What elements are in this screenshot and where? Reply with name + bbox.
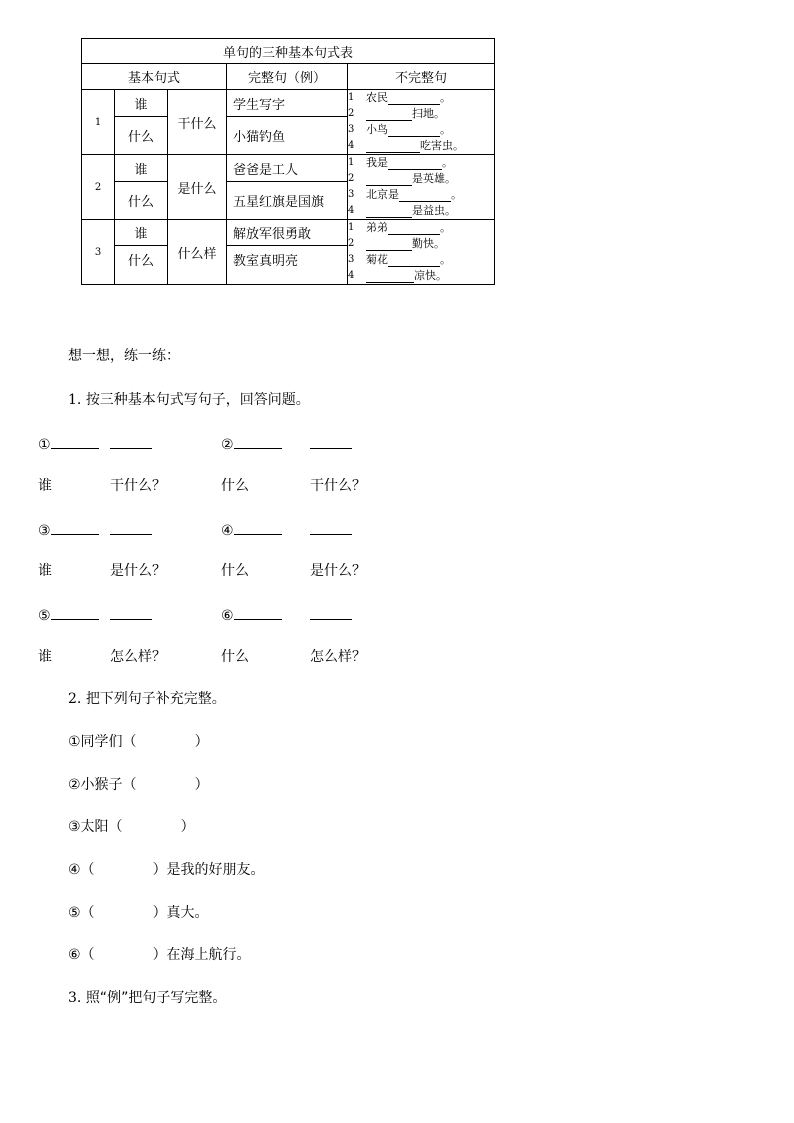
- answer-blank-group: [310, 434, 352, 454]
- pattern-label: 怎么样？: [310, 649, 366, 665]
- subject-who: 谁: [115, 90, 168, 117]
- fill-blank[interactable]: [366, 270, 414, 283]
- example-sentence: 学生写字: [227, 90, 348, 117]
- row-number: 3: [82, 220, 115, 285]
- header-basic-pattern: 基本句式: [82, 64, 227, 90]
- incomplete-item: 1 我是 。: [348, 156, 453, 169]
- fill-blank[interactable]: [366, 238, 412, 251]
- pattern-label: 什么: [221, 649, 249, 665]
- subject-what: 什么: [115, 182, 168, 220]
- incomplete-item: 1 弟弟 。: [348, 221, 451, 234]
- pattern-label: 是什么？: [110, 563, 166, 579]
- pattern-label: 干什么？: [110, 478, 166, 494]
- pattern-label: 谁: [38, 649, 52, 665]
- answer-blank[interactable]: [51, 520, 99, 535]
- example-sentence: 爸爸是工人: [227, 155, 348, 182]
- incomplete-sentences: [348, 220, 495, 285]
- fill-blank[interactable]: [388, 157, 442, 170]
- example-sentence: 小猫钓鱼: [227, 117, 348, 155]
- pattern-label: 什么: [221, 563, 249, 579]
- example-sentence: 五星红旗是国旗: [227, 182, 348, 220]
- predicate-type: 是什么: [168, 155, 227, 220]
- incomplete-item: 2 是英雄。: [348, 172, 456, 185]
- answer-blank-group: [110, 434, 152, 454]
- question-1: 1. 按三种基本句式写句子，回答问题。: [68, 392, 310, 408]
- question-3: 3. 照“例”把句子写完整。: [68, 990, 227, 1006]
- answer-blank[interactable]: [310, 605, 352, 620]
- answer-blank-group: [110, 605, 152, 625]
- row-number: 2: [82, 155, 115, 220]
- row-number: 1: [82, 90, 115, 155]
- complete-sentence-item: ⑤（ ）真大。: [68, 905, 209, 921]
- answer-blank-group: [310, 520, 352, 540]
- answer-blank-group: [310, 605, 352, 625]
- pattern-label: 谁: [38, 563, 52, 579]
- table-title: 单句的三种基本句式表: [82, 39, 495, 64]
- fill-blank[interactable]: [399, 189, 451, 202]
- practice-heading: 想一想，练一练：: [68, 348, 180, 364]
- pattern-label: 谁: [38, 478, 52, 494]
- answer-blank[interactable]: [310, 520, 352, 535]
- answer-blank[interactable]: [234, 434, 282, 449]
- subject-what: 什么: [115, 117, 168, 155]
- answer-blank[interactable]: [234, 520, 282, 535]
- pattern-label: 干什么？: [310, 478, 366, 494]
- incomplete-item: 3 菊花 。: [348, 253, 451, 266]
- incomplete-item: 1 农民 。: [348, 91, 451, 104]
- header-complete-sentence: 完整句（例）: [227, 64, 348, 90]
- answer-blank[interactable]: [51, 605, 99, 620]
- subject-who: 谁: [115, 155, 168, 182]
- example-sentence: 解放军很勇敢: [227, 220, 348, 246]
- predicate-type: 干什么: [168, 90, 227, 155]
- answer-blank-group: ⑥: [221, 605, 282, 625]
- fill-blank[interactable]: [366, 205, 412, 218]
- complete-sentence-item: ④（ ）是我的好朋友。: [68, 862, 265, 878]
- question-2: 2. 把下列句子补充完整。: [68, 691, 226, 707]
- incomplete-sentences: [348, 90, 495, 155]
- answer-blank-group: ④: [221, 520, 282, 540]
- complete-sentence-item: ②小猴子（ ）: [68, 777, 209, 793]
- answer-blank-group: ⑤: [38, 605, 99, 625]
- fill-blank[interactable]: [388, 92, 440, 105]
- answer-blank-group: ②: [221, 434, 282, 454]
- answer-blank[interactable]: [234, 605, 282, 620]
- example-sentence: 教室真明亮: [227, 245, 348, 284]
- fill-blank[interactable]: [366, 108, 412, 121]
- answer-blank[interactable]: [51, 434, 99, 449]
- answer-blank-group: ①: [38, 434, 99, 454]
- fill-blank[interactable]: [388, 222, 440, 235]
- subject-what: 什么: [115, 245, 168, 284]
- complete-sentence-item: ①同学们（ ）: [68, 734, 209, 750]
- incomplete-item: 4 凉快。: [348, 269, 447, 282]
- fill-blank[interactable]: [388, 254, 440, 267]
- incomplete-item: 4 吃害虫。: [348, 139, 464, 152]
- sentence-pattern-table: [81, 38, 495, 285]
- incomplete-sentences: [348, 155, 495, 220]
- header-incomplete-sentence: 不完整句: [348, 64, 495, 90]
- answer-blank-group: [110, 520, 152, 540]
- predicate-type: 什么样: [168, 220, 227, 285]
- fill-blank[interactable]: [366, 173, 412, 186]
- answer-blank[interactable]: [110, 434, 152, 449]
- complete-sentence-item: ③太阳（ ）: [68, 819, 195, 835]
- incomplete-item: 2 扫地。: [348, 107, 445, 120]
- incomplete-item: 2 勤快。: [348, 237, 445, 250]
- fill-blank[interactable]: [388, 124, 440, 137]
- pattern-label: 怎么样？: [110, 649, 166, 665]
- fill-blank[interactable]: [366, 140, 420, 153]
- incomplete-item: 3 小鸟 。: [348, 123, 451, 136]
- pattern-label: 什么: [221, 478, 249, 494]
- incomplete-item: 3 北京是 。: [348, 188, 462, 201]
- answer-blank[interactable]: [110, 520, 152, 535]
- answer-blank[interactable]: [310, 434, 352, 449]
- complete-sentence-item: ⑥（ ）在海上航行。: [68, 947, 251, 963]
- subject-who: 谁: [115, 220, 168, 246]
- pattern-label: 是什么？: [310, 563, 366, 579]
- answer-blank-group: ③: [38, 520, 99, 540]
- incomplete-item: 4 是益虫。: [348, 204, 456, 217]
- answer-blank[interactable]: [110, 605, 152, 620]
